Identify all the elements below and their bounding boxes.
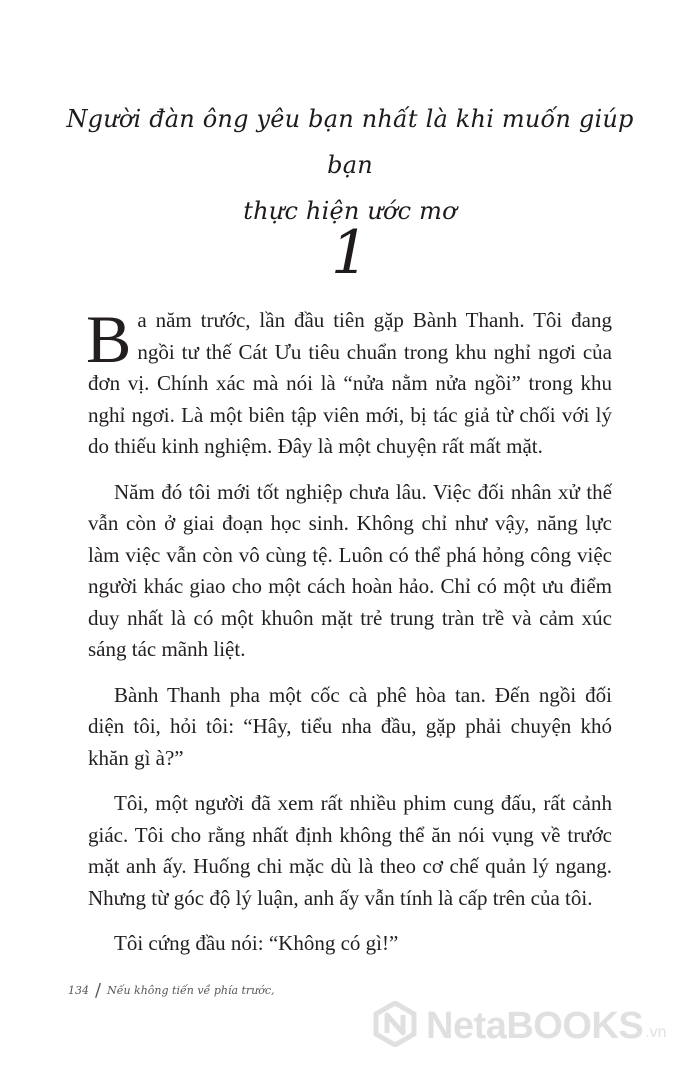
chapter-title (60, 96, 640, 234)
chapter-title-line-2: thực hiện ước mơ (243, 197, 457, 225)
paragraph-3: Bành Thanh pha một cốc cà phê hòa tan. Đến ngồi đối diện tôi, hỏi tôi: “Hây, tiểu nha đầu, gặp phải chuyện khó khăn gì à?” (88, 682, 612, 770)
paragraph-5: Tôi cứng đầu nói: “Không có gì!” (114, 931, 399, 955)
netabooks-logo-icon (372, 1001, 418, 1051)
paragraph-1 (86, 301, 612, 463)
chapter-title-line-1: Người đàn ông yêu bạn nhất là khi muốn giúp bạn (66, 105, 634, 179)
watermark-text: NetaBOOKS (426, 1004, 644, 1047)
page-footer (68, 980, 275, 1001)
paragraph-2: Năm đó tôi mới tốt nghiệp chưa lâu. Việc đối nhân xử thế vẫn còn ở giai đoạn học sinh. Không chỉ như vậy, năng lực làm việc vẫn còn vô cùng tệ. Luôn có thể phá hỏng công việc người khác giao cho một cách hoàn hảo. Chỉ có một ưu điểm duy nhất là có một khuôn mặt trẻ trung tràn trề và cảm xúc sáng tác mãnh liệt. (88, 479, 612, 661)
running-book-title: Nếu không tiến về phía trước, (107, 984, 275, 997)
paragraph-1-text: a năm trước, lần đầu tiên gặp Bành Thanh. Tôi đang ngồi tư thế Cát Ưu tiêu chuẩn trong khu nghỉ ngơi của đơn vị. Chính xác mà nói là “nửa nằm nửa ngồi” trong khu nghỉ ngơi. Là một biên tập viên mới, bị tác giả từ chối với lý do thiếu kinh nghiệm. Đây là một chuyện rất mất mặt. (88, 308, 612, 458)
watermark (372, 1001, 667, 1051)
page-number: 134 (68, 984, 89, 997)
footer-separator: / (95, 980, 102, 1001)
watermark-suffix: .vn (645, 1024, 667, 1041)
body-text (86, 301, 612, 974)
drop-cap: B (86, 301, 132, 377)
chapter-number: 1 (330, 218, 370, 288)
paragraph-4: Tôi, một người đã xem rất nhiều phim cung đấu, rất cảnh giác. Tôi cho rằng nhất định không thể ăn nói vụng về trước mặt anh ấy. Huống chi mặc dù là theo cơ chế quản lý ngang. Nhưng từ góc độ lý luận, anh ấy vẫn tính là cấp trên của tôi. (88, 791, 612, 910)
